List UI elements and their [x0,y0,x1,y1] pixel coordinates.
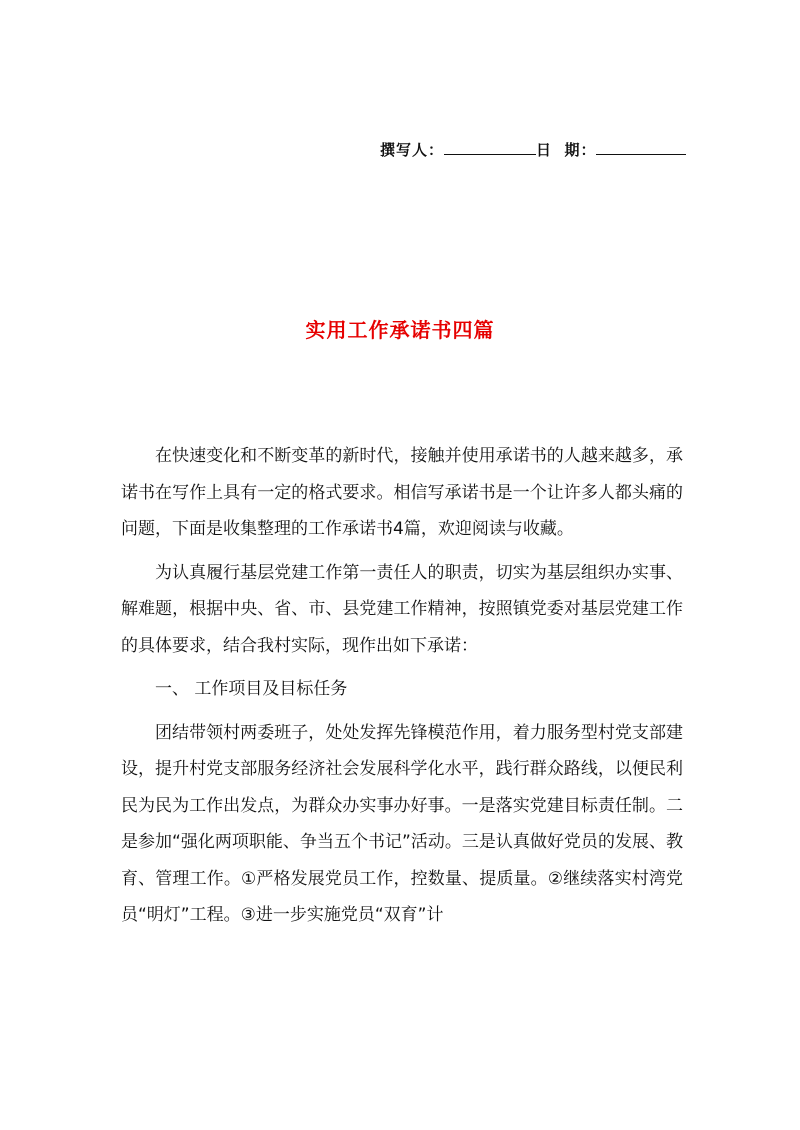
date-blank [596,140,686,155]
section-heading: 一、 工作项目及目标任务 [155,679,348,699]
document-title: 实用工作承诺书四篇 [305,318,495,342]
commitment-paragraph: 为认真履行基层党建工作第一责任人的职责，切实为基层组织办实事、解难题，根据中央、省、市、县党建工作精神，按照镇党委对基层党建工作的具体要求，结合我村实际，现作出如下承诺： [121,562,683,656]
task-paragraph: 团结带领村两委班子，处处发挥先锋模范作用，着力服务型村党支部建设，提升村党支部服务经济社会发展科学化水平，践行群众路线，以便民利民为民为工作出发点，为群众办实事办好事。一是落实党建目标责任制。二是参加“强化两项职能、争当五个书记”活动。三是认真做好党员的发展、教育、管理工作。①严格发展党员工作，控数量、提质量。②继续落实村湾党员“明灯”工程。③进一步实施党员“双育”计 [121,722,683,925]
date-label: 日 期： [536,141,597,159]
author-label: 撰写人： [380,141,445,159]
intro-paragraph: 在快速变化和不断变革的新时代，接触并使用承诺书的人越来越多，承诺书在写作上具有一定的格式要求。相信写承诺书是一个让许多人都头痛的问题，下面是收集整理的工作承诺书4篇，欢迎阅读与收藏。 [121,446,683,539]
author-blank [444,140,536,155]
document-body [121,438,683,934]
author-date-line [380,139,686,160]
